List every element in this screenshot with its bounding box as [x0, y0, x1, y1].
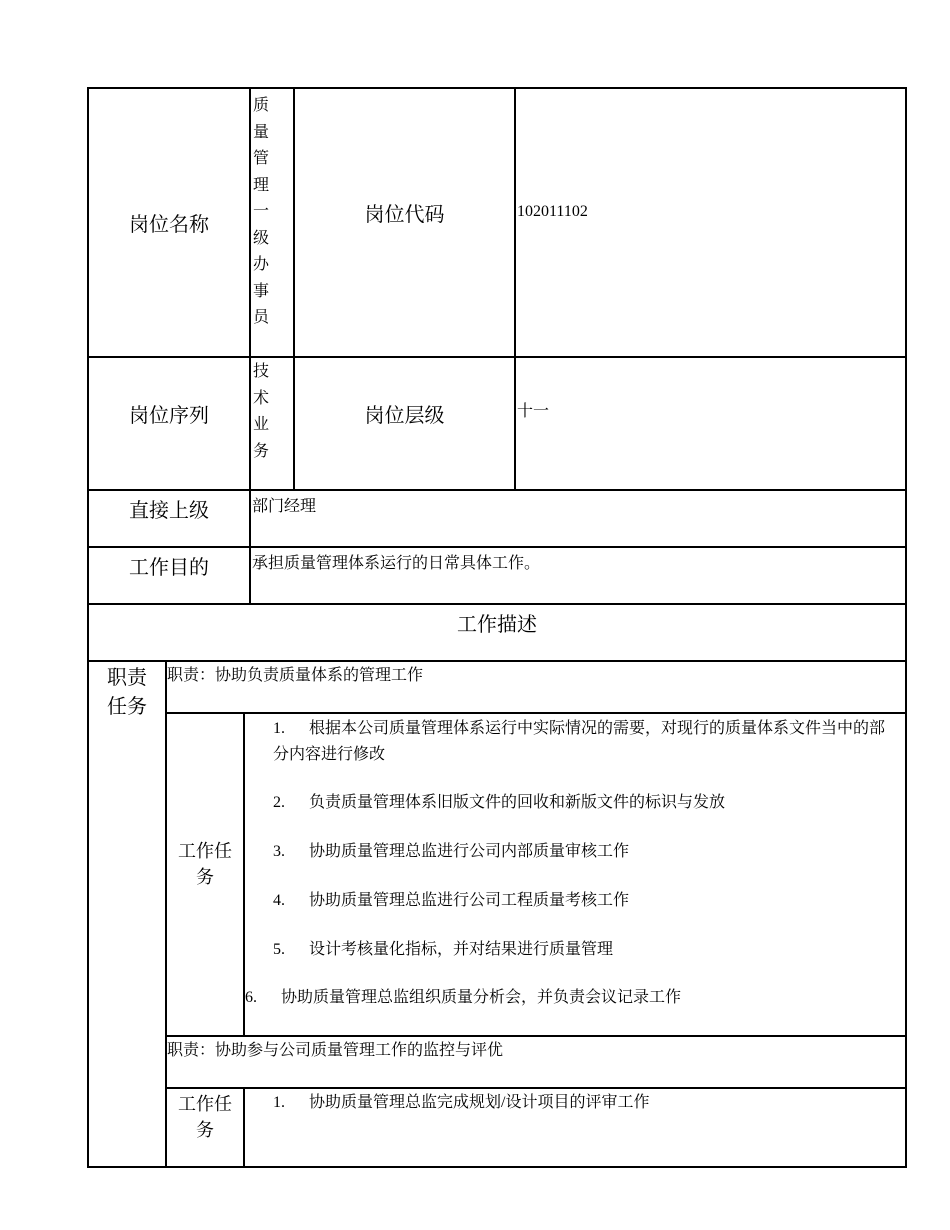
list-item [273, 1090, 893, 1116]
duty-title: 职责：协助负责质量体系的管理工作 [167, 667, 424, 684]
list-item-number: 2. [273, 794, 285, 811]
table-border-right [905, 87, 907, 1168]
position-sequence-label: 岗位序列 [129, 404, 209, 427]
list-item [273, 839, 893, 865]
list-item-number: 1. [273, 1094, 285, 1111]
duties-label [89, 664, 165, 722]
position-name-label: 岗位名称 [129, 214, 209, 236]
task-label [167, 1091, 243, 1143]
task-label-line2: 务 [196, 867, 214, 887]
list-item-number: 6. [245, 989, 257, 1006]
list-item-number: 4. [273, 892, 285, 909]
list-item-text: 协助质量管理总监完成规划/设计项目的评审工作 [309, 1094, 650, 1111]
table-border-bottom [87, 1166, 907, 1168]
position-code-value: 102011102 [517, 203, 588, 220]
purpose-label: 工作目的 [129, 556, 209, 579]
row-divider [87, 660, 907, 662]
list-item [273, 790, 893, 816]
duties-label-line1: 职责 [107, 667, 147, 689]
list-item-number: 5. [273, 941, 285, 958]
list-item-number: 1. [273, 720, 285, 737]
duty-title: 职责：协助参与公司质量管理工作的监控与评优 [167, 1042, 504, 1059]
list-item [273, 716, 893, 768]
task-label-line1: 工作任 [178, 1094, 232, 1114]
list-item-text: 协助质量管理总监组织质量分析会，并负责会议记录工作 [281, 989, 682, 1006]
list-item [273, 888, 893, 914]
row-divider [165, 712, 907, 714]
duties-label-line2: 任务 [107, 696, 147, 718]
position-code-label: 岗位代码 [364, 204, 445, 226]
superior-value: 部门经理 [252, 498, 317, 515]
position-level-value: 十一 [517, 403, 550, 420]
list-item [273, 937, 893, 963]
list-item [245, 985, 895, 1011]
list-item-number: 3. [273, 843, 285, 860]
row-divider [165, 1087, 907, 1089]
task-label-line2: 务 [196, 1120, 214, 1140]
purpose-value: 承担质量管理体系运行的日常具体工作。 [252, 555, 541, 572]
list-item-text: 根据本公司质量管理体系运行中实际情况的需要，对现行的质量体系文件当中的部分内容进行修改 [273, 720, 886, 763]
task-label-line1: 工作任 [178, 841, 232, 861]
list-item-text: 协助质量管理总监进行公司工程质量考核工作 [309, 892, 630, 909]
position-level-label: 岗位层级 [364, 404, 445, 427]
list-item-text: 设计考核量化指标，并对结果进行质量管理 [309, 941, 614, 958]
task-label [167, 838, 243, 890]
superior-label: 直接上级 [129, 499, 209, 522]
description-header: 工作描述 [457, 613, 537, 636]
list-item-text: 协助质量管理总监进行公司内部质量审核工作 [309, 843, 630, 860]
position-name-value: 质量管理一级办事员 [252, 97, 269, 326]
col-divider [243, 1087, 245, 1168]
position-sequence-value: 技术业务 [252, 363, 269, 460]
col-divider [514, 87, 516, 490]
row-divider [165, 1035, 907, 1037]
list-item-text: 负责质量管理体系旧版文件的回收和新版文件的标识与发放 [309, 794, 726, 811]
